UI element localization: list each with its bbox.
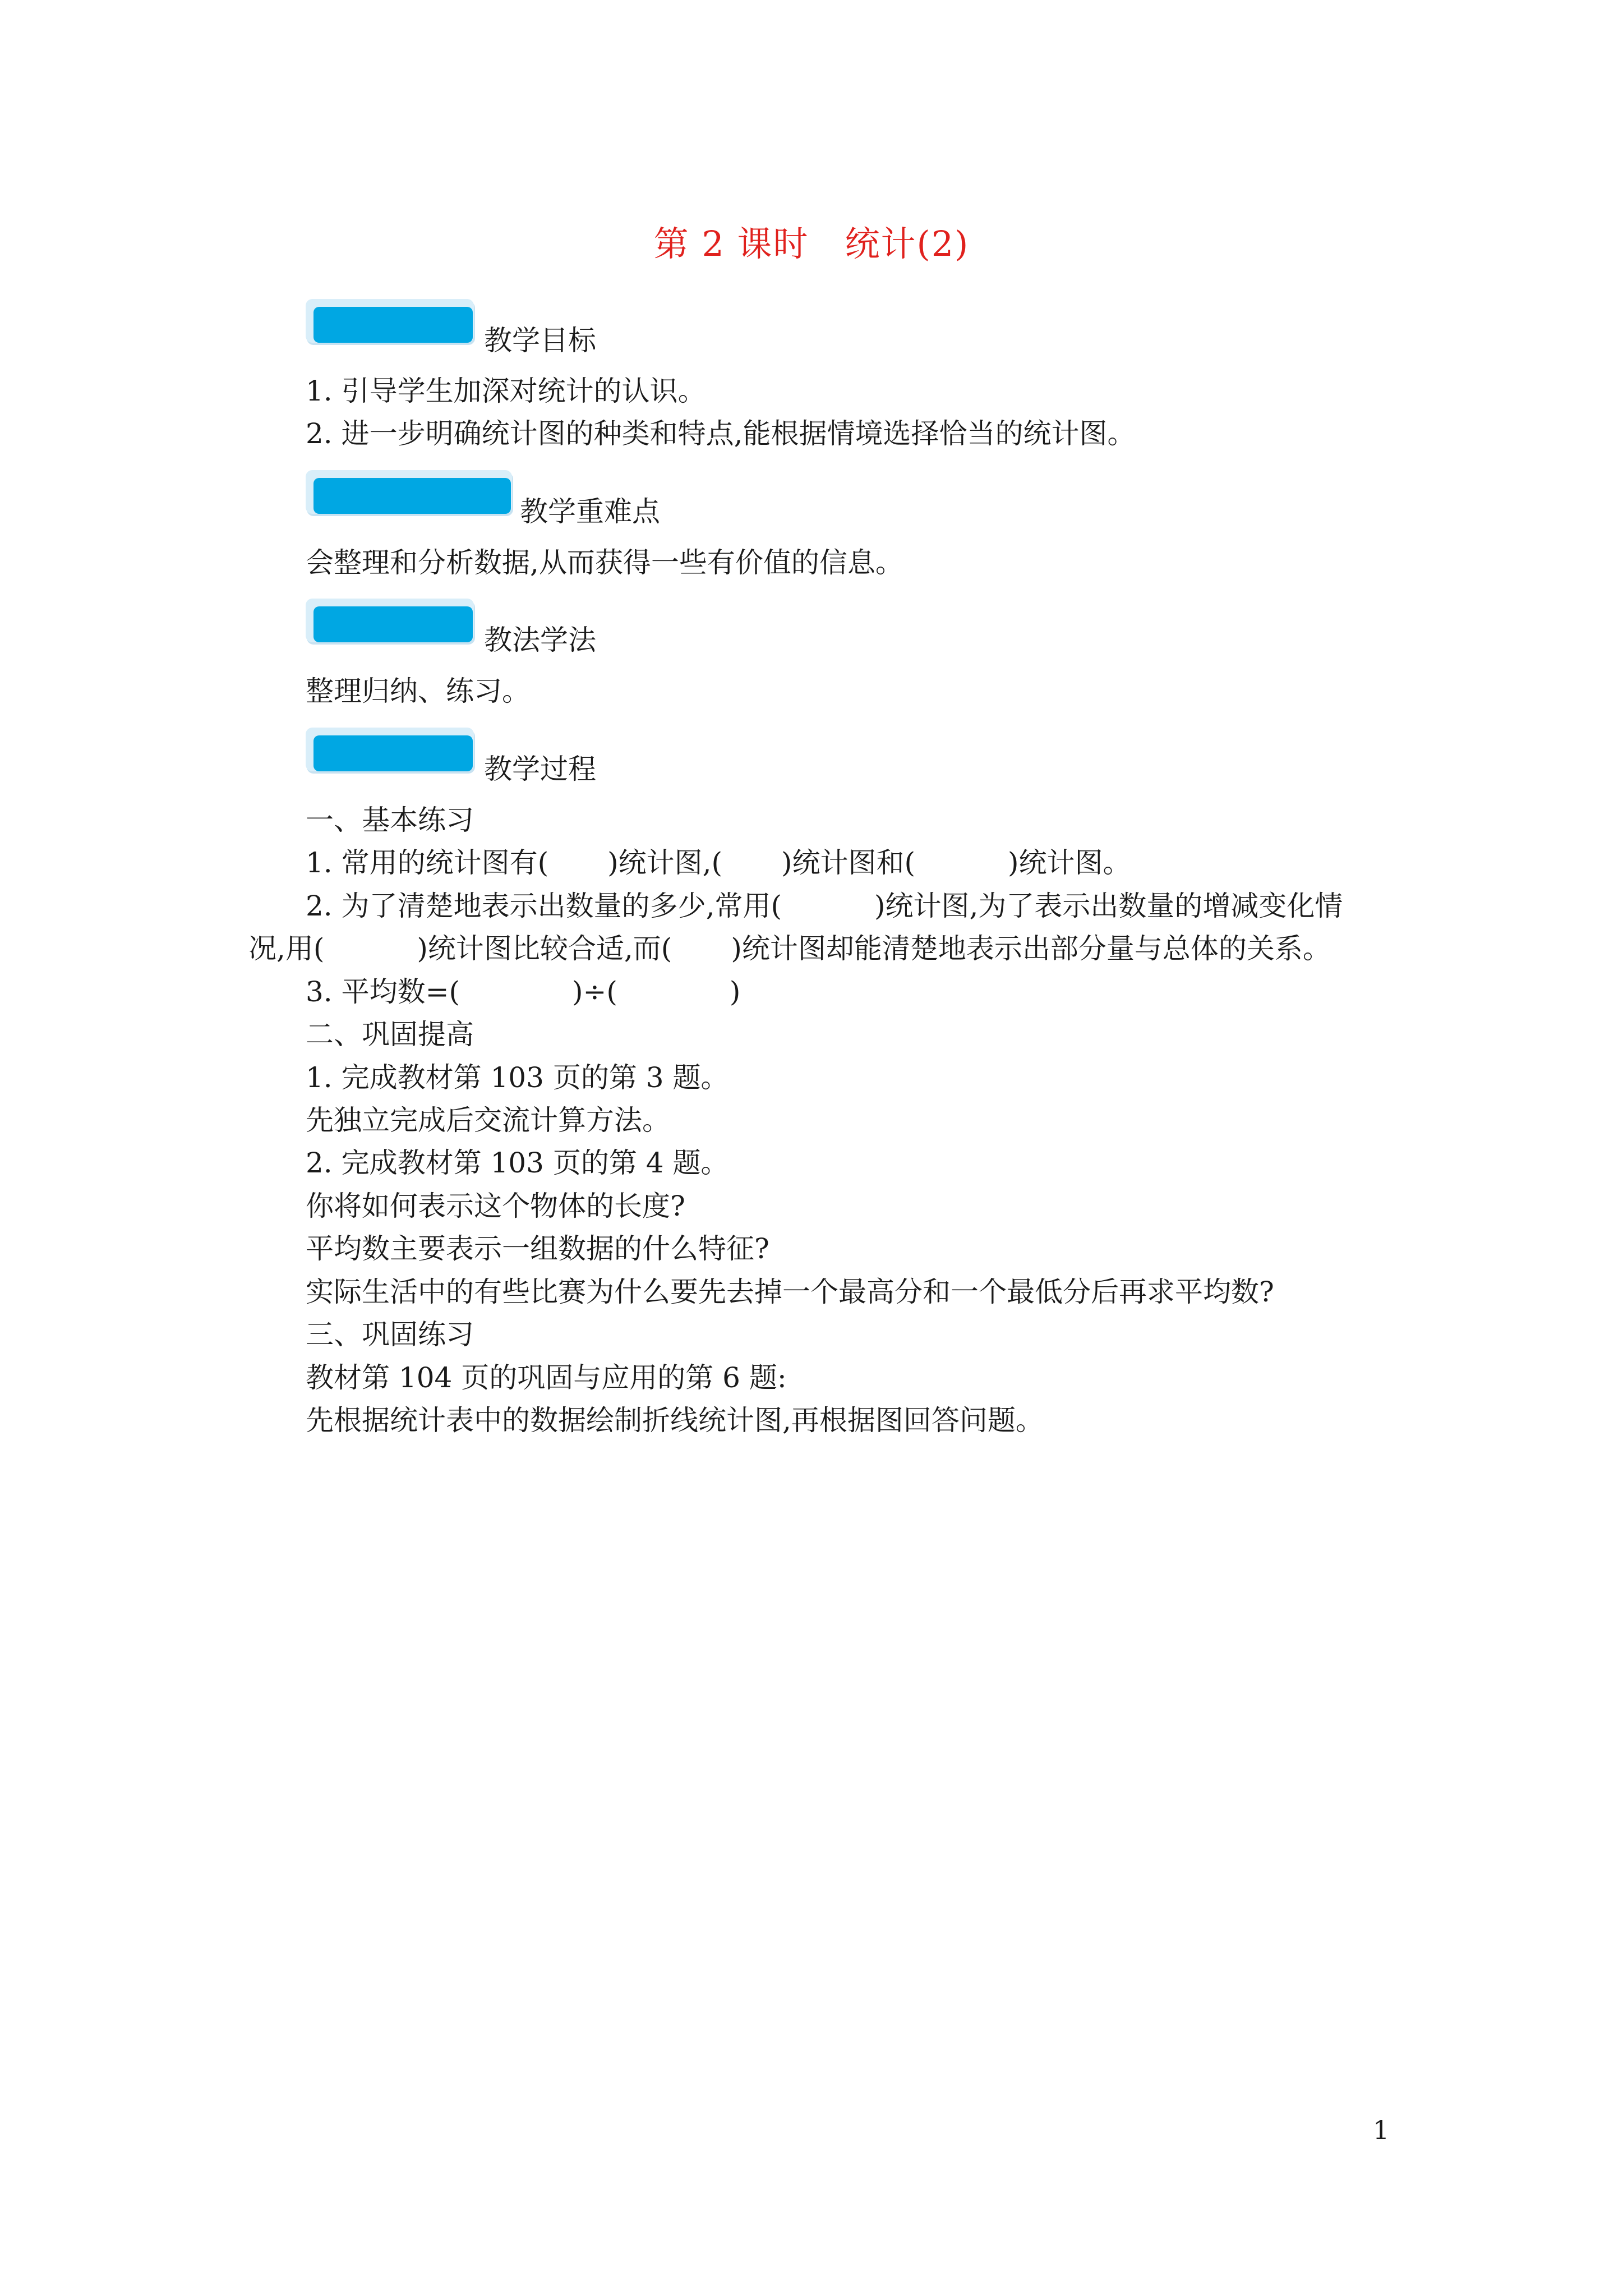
basic-practice-heading: 一、基本练习 [306,804,474,836]
consolidate-line: 实际生活中的有些比赛为什么要先去掉一个最高分和一个最低分后再求平均数? [306,1276,1274,1308]
section-badge [306,599,474,642]
q2-part-2: )统计图,为了表示出数量的增减变化情 [874,890,1343,922]
methods-text: 整理归纳、练习。 [306,675,530,707]
q2-part-1: 2. 为了清楚地表示出数量的多少,常用( [306,890,782,922]
q2-part-4: )统计图比较合适,而( [417,932,672,965]
q1-part-2: )统计图,( [607,846,723,879]
consolidate-line: 先独立完成后交流计算方法。 [306,1104,670,1137]
q1-part-1: 1. 常用的统计图有( [306,846,549,879]
basic-question-2-line-1 [306,889,1343,923]
consolidate-line: 你将如何表示这个物体的长度? [306,1190,685,1222]
practice-line: 教材第 104 页的巩固与应用的第 6 题: [306,1361,787,1394]
q1-part-3: )统计图和( [781,846,916,879]
objective-item-2: 2. 进一步明确统计图的种类和特点,能根据情境选择恰当的统计图。 [306,417,1136,450]
page-number: 1 [1373,2115,1390,2145]
section-title-objectives: 教学目标 [484,324,596,357]
section-title-process: 教学过程 [484,753,596,785]
practice-line: 先根据统计表中的数据绘制折线统计图,再根据图回答问题。 [306,1404,1044,1437]
section-title-methods: 教法学法 [484,624,596,656]
section-badge [306,728,474,771]
practice-heading: 三、巩固练习 [306,1318,474,1351]
q3-part-2: )÷( [572,976,617,1008]
section-badge [306,299,474,343]
q1-part-4: )统计图。 [1008,846,1131,879]
consolidate-line: 平均数主要表示一组数据的什么特征? [306,1232,769,1265]
page-title: 第 2 课时 统计(2) [653,223,970,264]
consolidate-heading: 二、巩固提高 [306,1018,474,1051]
basic-question-1 [306,846,1131,880]
q2-part-5: )统计图却能清楚地表示出部分量与总体的关系。 [731,932,1331,965]
q3-part-1: 3. 平均数=( [306,976,460,1008]
basic-question-2-line-2 [248,932,1331,965]
basic-question-3 [306,975,740,1009]
q2-part-3: 况,用( [248,932,325,965]
consolidate-line: 2. 完成教材第 103 页的第 4 题。 [306,1147,729,1179]
objective-item-1: 1. 引导学生加深对统计的认识。 [306,375,706,407]
q3-part-3: ) [729,976,741,1008]
consolidate-line: 1. 完成教材第 103 页的第 3 题。 [306,1061,729,1094]
section-badge [306,470,512,514]
key-points-text: 会整理和分析数据,从而获得一些有价值的信息。 [306,546,903,579]
section-title-key-points: 教学重难点 [520,495,660,528]
